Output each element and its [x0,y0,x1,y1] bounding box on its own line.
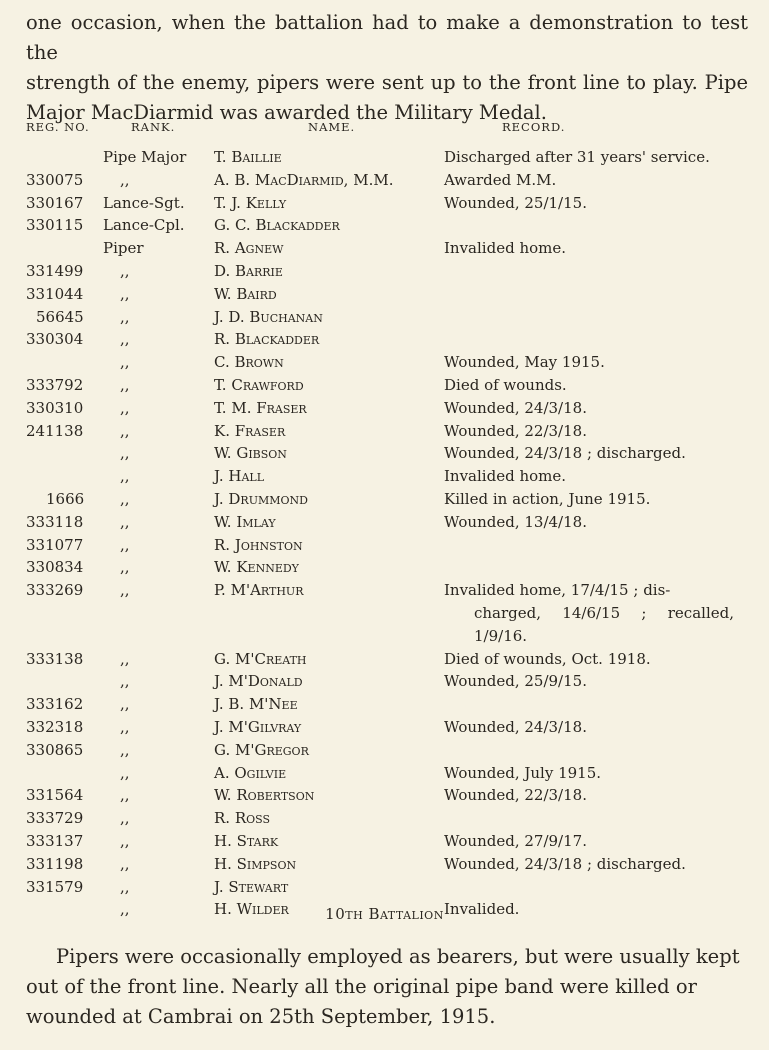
table-header [0,120,769,140]
rank-cell: ,, [120,489,130,508]
name-cell: T. Crawford [214,375,304,394]
rank-cell: Lance-Cpl. [103,216,185,235]
reg-no-cell: 330115 [26,216,84,235]
table-row [0,579,769,647]
table-row [0,876,769,899]
section-title: 10th Battalion [325,905,444,923]
rank-cell: ,, [120,672,130,691]
rank-cell: ,, [120,695,130,714]
table-row [0,556,769,579]
table-row [0,146,769,169]
name-cell: W. Baird [214,284,277,303]
reg-no-cell: 332318 [26,717,84,736]
record-cell: Awarded M.M. [444,170,557,189]
name-cell: A. B. MacDiarmid, M.M. [214,170,394,189]
name-cell: J. D. Buchanan [214,307,323,326]
name-cell: R. Blackadder [214,330,320,349]
rank-cell: ,, [120,284,130,303]
rank-cell: ,, [120,261,130,280]
reg-no-cell: 333729 [26,809,84,828]
reg-no-cell: 330304 [26,330,84,349]
rank-cell: ,, [120,444,130,463]
name-cell: W. Imlay [214,512,276,531]
outro-line: wounded at Cambrai on 25th September, 1915. [26,1005,496,1028]
table-row [0,693,769,716]
intro-line: one occasion, when the battalion had to make a demonstration to test the [26,11,748,64]
rank-cell: ,, [120,170,130,189]
reg-no-cell: 331499 [26,261,84,280]
table-row [0,762,769,785]
record-cell: Died of wounds, Oct. 1918. [444,649,651,668]
reg-no-cell: 241138 [26,421,84,440]
name-cell: H. Stark [214,831,279,850]
rank-cell: Pipe Major [103,148,187,166]
intro-line: Major MacDiarmid was awarded the Military Medal. [26,101,547,124]
rank-cell: ,, [120,854,130,873]
record-line: Invalided home, 17/4/15 ; dis- [444,581,671,600]
table-row [0,511,769,534]
name-cell: W. Kennedy [214,558,299,577]
rank-cell: ,, [120,307,130,326]
reg-no-cell: 331077 [26,535,84,554]
name-cell: A. Ogilvie [214,763,287,782]
record-cell: Wounded, 27/9/17. [444,831,587,850]
name-cell: K. Fraser [214,421,286,440]
roll-table [0,146,769,921]
rank-cell: ,, [120,900,130,919]
reg-no-cell: 333269 [26,581,84,600]
rank-cell: ,, [120,398,130,417]
record-cell: Wounded, 25/9/15. [444,672,587,691]
reg-no-cell: 333118 [26,512,84,531]
name-cell: D. Barrie [214,261,283,280]
name-cell: J. Hall [214,467,265,486]
rank-cell: ,, [120,717,130,736]
header-name: NAME. [308,120,356,134]
rank-cell: ,, [120,763,130,782]
name-cell: H. Simpson [214,854,297,873]
reg-no-cell: 333162 [26,695,84,714]
reg-no-cell: 331044 [26,284,84,303]
header-record: RECORD. [502,120,566,134]
rank-cell: ,, [120,353,130,372]
record-cell: Wounded, 22/3/18. [444,786,587,805]
name-cell: J. M'Donald [214,672,303,691]
record-cell: Wounded, July 1915. [444,763,602,782]
reg-no-cell: 330167 [26,193,84,212]
rank-cell: Piper [103,239,144,258]
table-row [0,488,769,511]
table-row [0,465,769,488]
record-cell: Wounded, May 1915. [444,353,605,372]
record-cell: Invalided home. [444,467,567,486]
rank-cell: ,, [120,649,130,668]
table-row [0,420,769,443]
rank-cell: ,, [120,512,130,531]
name-cell: J. B. M'Nee [214,695,298,714]
reg-no-cell: 330834 [26,558,84,577]
name-cell: T. M. Fraser [214,398,307,417]
table-row [0,807,769,830]
reg-no-cell: 331198 [26,854,84,873]
header-reg-no: REG. NO. [26,120,90,134]
rank-cell: ,, [120,877,130,896]
record-line: charged, 14/6/15 ; recalled, [474,603,734,622]
name-cell: J. Drummond [214,489,308,508]
intro-paragraph [26,8,748,128]
rank-cell: Lance-Sgt. [103,193,185,212]
name-cell: T. J. Kelly [214,193,287,212]
table-row [0,442,769,465]
table-row [0,830,769,853]
record-line: 1/9/16. [474,626,528,645]
rank-cell: ,, [120,831,130,850]
table-row [0,214,769,237]
table-row [0,374,769,397]
name-cell: W. Gibson [214,444,287,463]
record-cell: Invalided. [444,900,520,919]
name-cell: G. M'Gregor [214,740,309,759]
table-row [0,397,769,420]
reg-no-cell: 333792 [26,375,84,394]
table-row [0,192,769,215]
name-cell: C. Brown [214,353,284,372]
record-cell: Discharged after 31 years' service. [444,148,710,166]
rank-cell: ,, [120,558,130,577]
rank-cell: ,, [120,330,130,349]
header-rank: RANK. [131,120,176,134]
name-cell: G. M'Creath [214,649,307,668]
reg-no-cell: 331579 [26,877,84,896]
record-cell: Invalided home. [444,239,567,258]
record-cell [444,579,734,647]
table-row [0,784,769,807]
rank-cell: ,, [120,786,130,805]
table-row [0,534,769,557]
record-cell: Killed in action, June 1915. [444,489,651,508]
record-cell: Wounded, 24/3/18. [444,398,587,417]
rank-cell: ,, [120,375,130,394]
table-row [0,260,769,283]
table-row [0,328,769,351]
rank-cell: ,, [120,740,130,759]
outro-line: Pipers were occasionally employed as bearers, but were usually kept [56,945,740,968]
record-cell: Died of wounds. [444,375,567,394]
table-row [0,351,769,374]
table-row [0,237,769,260]
table-row [0,670,769,693]
rank-cell: ,, [120,535,130,554]
intro-line: strength of the enemy, pipers were sent up to the front line to play. Pipe [26,71,748,94]
table-row [0,306,769,329]
reg-no-cell: 331564 [26,786,84,805]
reg-no-cell: 330310 [26,398,84,417]
reg-no-cell: 56645 [36,307,84,326]
reg-no-cell: 330865 [26,740,84,759]
table-row [0,716,769,739]
table-row [0,739,769,762]
rank-cell: ,, [120,467,130,486]
reg-no-cell: 1666 [46,489,85,508]
name-cell: W. Robertson [214,786,315,805]
reg-no-cell: 333138 [26,649,84,668]
table-row [0,853,769,876]
rank-cell: ,, [120,421,130,440]
name-cell: J. Stewart [214,877,289,896]
table-row [0,283,769,306]
table-row [0,648,769,671]
record-cell: Wounded, 22/3/18. [444,421,587,440]
name-cell: H. Wilder [214,900,289,919]
record-cell: Wounded, 25/1/15. [444,193,587,212]
name-cell: P. M'Arthur [214,581,304,600]
rank-cell: ,, [120,809,130,828]
name-cell: R. Agnew [214,239,284,258]
reg-no-cell: 330075 [26,170,84,189]
name-cell: R. Johnston [214,535,303,554]
record-cell: Wounded, 24/3/18 ; discharged. [444,444,686,463]
table-row [0,169,769,192]
record-cell: Wounded, 13/4/18. [444,512,587,531]
rank-cell: ,, [120,581,130,600]
name-cell: J. M'Gilvray [214,717,302,736]
outro-line: out of the front line. Nearly all the original pipe band were killed or [26,975,697,998]
outro-paragraph [26,942,748,1032]
name-cell: R. Ross [214,809,271,828]
record-cell: Wounded, 24/3/18 ; discharged. [444,854,686,873]
record-cell: Wounded, 24/3/18. [444,717,587,736]
name-cell: T. Baillie [214,148,282,166]
name-cell: G. C. Blackadder [214,216,340,235]
reg-no-cell: 333137 [26,831,84,850]
